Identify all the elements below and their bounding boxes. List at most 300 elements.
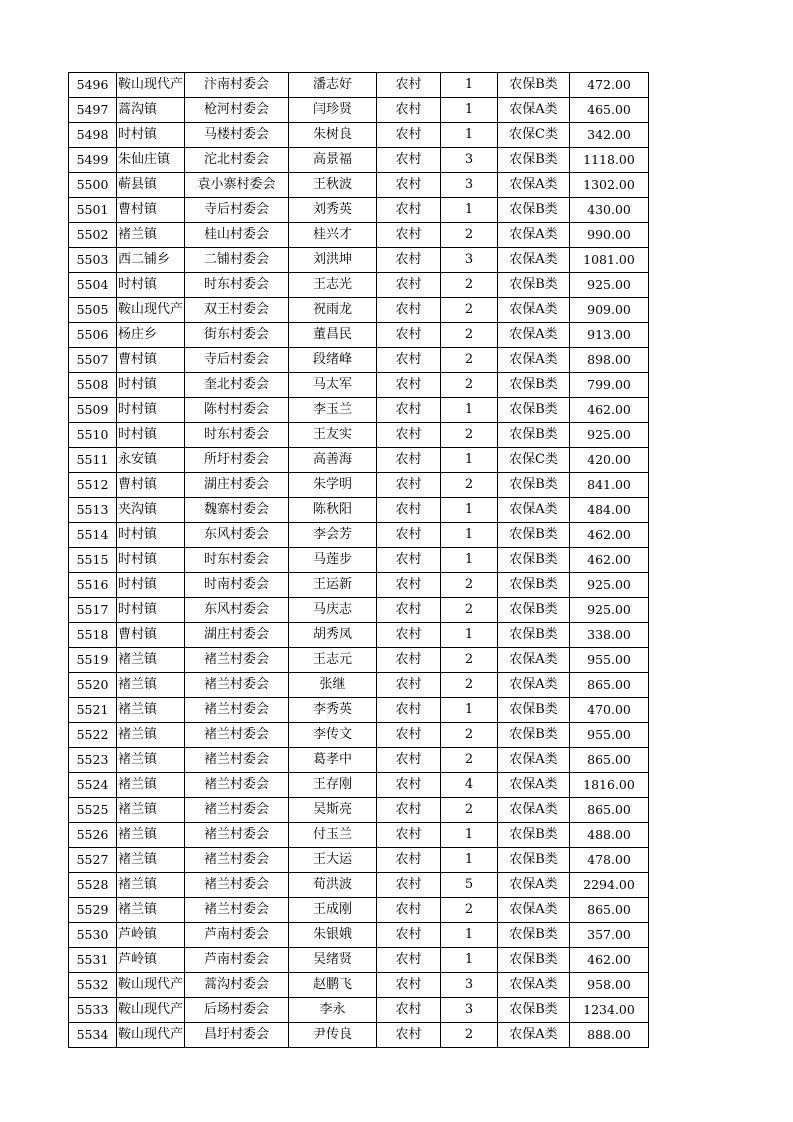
count-cell: 3 — [441, 973, 498, 998]
amount-cell: 888.00 — [570, 1023, 649, 1048]
town-cell: 鞍山现代产 — [117, 73, 185, 98]
area-cell: 农村 — [377, 323, 441, 348]
category-cell: 农保B类 — [498, 998, 570, 1023]
name-cell: 胡秀凤 — [289, 623, 377, 648]
count-cell: 2 — [441, 298, 498, 323]
town-cell: 鞍山现代产 — [117, 1023, 185, 1048]
amount-cell: 1118.00 — [570, 148, 649, 173]
town-cell: 褚兰镇 — [117, 748, 185, 773]
table-row — [69, 223, 649, 248]
category-cell: 农保B类 — [498, 398, 570, 423]
count-cell: 1 — [441, 523, 498, 548]
name-cell: 李传文 — [289, 723, 377, 748]
area-cell: 农村 — [377, 498, 441, 523]
name-cell: 朱树良 — [289, 123, 377, 148]
name-cell: 李会芳 — [289, 523, 377, 548]
row-number: 5530 — [69, 923, 117, 948]
table-row — [69, 948, 649, 973]
category-cell: 农保A类 — [498, 898, 570, 923]
name-cell: 王志元 — [289, 648, 377, 673]
town-cell: 褚兰镇 — [117, 823, 185, 848]
category-cell: 农保A类 — [498, 648, 570, 673]
town-cell: 褚兰镇 — [117, 223, 185, 248]
table-row — [69, 523, 649, 548]
category-cell: 农保B类 — [498, 623, 570, 648]
row-number: 5518 — [69, 623, 117, 648]
name-cell: 朱银娥 — [289, 923, 377, 948]
name-cell: 李秀英 — [289, 698, 377, 723]
category-cell: 农保B类 — [498, 573, 570, 598]
village-cell: 所圩村委会 — [185, 448, 289, 473]
name-cell: 王大运 — [289, 848, 377, 873]
amount-cell: 799.00 — [570, 373, 649, 398]
table-row — [69, 898, 649, 923]
amount-cell: 909.00 — [570, 298, 649, 323]
row-number: 5516 — [69, 573, 117, 598]
table-row — [69, 348, 649, 373]
village-cell: 寺后村委会 — [185, 348, 289, 373]
row-number: 5501 — [69, 198, 117, 223]
table-row — [69, 1023, 649, 1048]
table-row — [69, 723, 649, 748]
name-cell: 高善海 — [289, 448, 377, 473]
count-cell: 2 — [441, 373, 498, 398]
village-cell: 蒿沟村委会 — [185, 973, 289, 998]
amount-cell: 925.00 — [570, 273, 649, 298]
table-row — [69, 923, 649, 948]
amount-cell: 1081.00 — [570, 248, 649, 273]
count-cell: 2 — [441, 648, 498, 673]
table-row — [69, 798, 649, 823]
village-cell: 街东村委会 — [185, 323, 289, 348]
area-cell: 农村 — [377, 723, 441, 748]
amount-cell: 1816.00 — [570, 773, 649, 798]
row-number: 5529 — [69, 898, 117, 923]
category-cell: 农保B类 — [498, 548, 570, 573]
table-row — [69, 198, 649, 223]
table-row — [69, 773, 649, 798]
amount-cell: 465.00 — [570, 98, 649, 123]
row-number: 5509 — [69, 398, 117, 423]
amount-cell: 470.00 — [570, 698, 649, 723]
town-cell: 朱仙庄镇 — [117, 148, 185, 173]
table-row — [69, 448, 649, 473]
village-cell: 褚兰村委会 — [185, 873, 289, 898]
count-cell: 1 — [441, 948, 498, 973]
table-row — [69, 273, 649, 298]
name-cell: 刘秀英 — [289, 198, 377, 223]
village-cell: 二铺村委会 — [185, 248, 289, 273]
category-cell: 农保A类 — [498, 973, 570, 998]
area-cell: 农村 — [377, 873, 441, 898]
count-cell: 1 — [441, 73, 498, 98]
town-cell: 时村镇 — [117, 548, 185, 573]
category-cell: 农保A类 — [498, 298, 570, 323]
table-row — [69, 148, 649, 173]
row-number: 5534 — [69, 1023, 117, 1048]
amount-cell: 420.00 — [570, 448, 649, 473]
table-row — [69, 973, 649, 998]
row-number: 5532 — [69, 973, 117, 998]
category-cell: 农保B类 — [498, 598, 570, 623]
area-cell: 农村 — [377, 423, 441, 448]
town-cell: 时村镇 — [117, 573, 185, 598]
area-cell: 农村 — [377, 73, 441, 98]
amount-cell: 955.00 — [570, 648, 649, 673]
row-number: 5524 — [69, 773, 117, 798]
name-cell: 高景福 — [289, 148, 377, 173]
name-cell: 王成刚 — [289, 898, 377, 923]
count-cell: 2 — [441, 598, 498, 623]
amount-cell: 342.00 — [570, 123, 649, 148]
category-cell: 农保B类 — [498, 73, 570, 98]
category-cell: 农保C类 — [498, 123, 570, 148]
name-cell: 王运新 — [289, 573, 377, 598]
row-number: 5510 — [69, 423, 117, 448]
amount-cell: 357.00 — [570, 923, 649, 948]
village-cell: 褚兰村委会 — [185, 848, 289, 873]
count-cell: 2 — [441, 673, 498, 698]
category-cell: 农保B类 — [498, 198, 570, 223]
town-cell: 时村镇 — [117, 523, 185, 548]
area-cell: 农村 — [377, 148, 441, 173]
count-cell: 1 — [441, 198, 498, 223]
area-cell: 农村 — [377, 198, 441, 223]
name-cell: 吴绪贤 — [289, 948, 377, 973]
category-cell: 农保B类 — [498, 148, 570, 173]
area-cell: 农村 — [377, 598, 441, 623]
table-body — [69, 73, 649, 1048]
town-cell: 杨庄乡 — [117, 323, 185, 348]
name-cell: 段绪峰 — [289, 348, 377, 373]
category-cell: 农保B类 — [498, 423, 570, 448]
area-cell: 农村 — [377, 573, 441, 598]
amount-cell: 955.00 — [570, 723, 649, 748]
town-cell: 褚兰镇 — [117, 798, 185, 823]
amount-cell: 841.00 — [570, 473, 649, 498]
data-table — [68, 72, 649, 1048]
town-cell: 曹村镇 — [117, 473, 185, 498]
table-row — [69, 998, 649, 1023]
count-cell: 2 — [441, 723, 498, 748]
name-cell: 荀洪波 — [289, 873, 377, 898]
count-cell: 2 — [441, 473, 498, 498]
table-row — [69, 123, 649, 148]
count-cell: 2 — [441, 798, 498, 823]
count-cell: 1 — [441, 498, 498, 523]
amount-cell: 2294.00 — [570, 873, 649, 898]
amount-cell: 925.00 — [570, 423, 649, 448]
row-number: 5519 — [69, 648, 117, 673]
name-cell: 桂兴才 — [289, 223, 377, 248]
village-cell: 褚兰村委会 — [185, 823, 289, 848]
town-cell: 时村镇 — [117, 373, 185, 398]
amount-cell: 925.00 — [570, 598, 649, 623]
row-number: 5507 — [69, 348, 117, 373]
village-cell: 时东村委会 — [185, 548, 289, 573]
area-cell: 农村 — [377, 548, 441, 573]
village-cell: 汴南村委会 — [185, 73, 289, 98]
village-cell: 芦南村委会 — [185, 923, 289, 948]
table-row — [69, 423, 649, 448]
category-cell: 农保B类 — [498, 823, 570, 848]
village-cell: 褚兰村委会 — [185, 898, 289, 923]
row-number: 5515 — [69, 548, 117, 573]
table-row — [69, 873, 649, 898]
name-cell: 吴斯亮 — [289, 798, 377, 823]
table-row — [69, 498, 649, 523]
row-number: 5512 — [69, 473, 117, 498]
name-cell: 马庆志 — [289, 598, 377, 623]
town-cell: 褚兰镇 — [117, 698, 185, 723]
area-cell: 农村 — [377, 223, 441, 248]
amount-cell: 472.00 — [570, 73, 649, 98]
name-cell: 王秋波 — [289, 173, 377, 198]
row-number: 5533 — [69, 998, 117, 1023]
table-row — [69, 173, 649, 198]
town-cell: 鞍山现代产 — [117, 973, 185, 998]
village-cell: 枪河村委会 — [185, 98, 289, 123]
count-cell: 2 — [441, 348, 498, 373]
town-cell: 时村镇 — [117, 423, 185, 448]
category-cell: 农保A类 — [498, 673, 570, 698]
village-cell: 褚兰村委会 — [185, 698, 289, 723]
village-cell: 桂山村委会 — [185, 223, 289, 248]
count-cell: 3 — [441, 173, 498, 198]
area-cell: 农村 — [377, 373, 441, 398]
name-cell: 马莲步 — [289, 548, 377, 573]
village-cell: 昌圩村委会 — [185, 1023, 289, 1048]
count-cell: 1 — [441, 448, 498, 473]
category-cell: 农保A类 — [498, 773, 570, 798]
category-cell: 农保B类 — [498, 473, 570, 498]
count-cell: 1 — [441, 123, 498, 148]
area-cell: 农村 — [377, 348, 441, 373]
row-number: 5520 — [69, 673, 117, 698]
count-cell: 2 — [441, 898, 498, 923]
name-cell: 李玉兰 — [289, 398, 377, 423]
area-cell: 农村 — [377, 273, 441, 298]
town-cell: 夹沟镇 — [117, 498, 185, 523]
category-cell: 农保B类 — [498, 723, 570, 748]
village-cell: 东风村委会 — [185, 598, 289, 623]
town-cell: 鞍山现代产 — [117, 998, 185, 1023]
amount-cell: 865.00 — [570, 898, 649, 923]
amount-cell: 925.00 — [570, 573, 649, 598]
village-cell: 褚兰村委会 — [185, 798, 289, 823]
area-cell: 农村 — [377, 973, 441, 998]
count-cell: 2 — [441, 1023, 498, 1048]
village-cell: 湖庄村委会 — [185, 623, 289, 648]
count-cell: 1 — [441, 623, 498, 648]
area-cell: 农村 — [377, 248, 441, 273]
count-cell: 3 — [441, 998, 498, 1023]
table-row — [69, 398, 649, 423]
name-cell: 付玉兰 — [289, 823, 377, 848]
row-number: 5500 — [69, 173, 117, 198]
amount-cell: 462.00 — [570, 548, 649, 573]
row-number: 5521 — [69, 698, 117, 723]
town-cell: 鞍山现代产 — [117, 298, 185, 323]
village-cell: 寺后村委会 — [185, 198, 289, 223]
count-cell: 4 — [441, 773, 498, 798]
amount-cell: 462.00 — [570, 398, 649, 423]
table-row — [69, 673, 649, 698]
amount-cell: 484.00 — [570, 498, 649, 523]
count-cell: 1 — [441, 698, 498, 723]
row-number: 5523 — [69, 748, 117, 773]
row-number: 5517 — [69, 598, 117, 623]
count-cell: 1 — [441, 548, 498, 573]
town-cell: 曹村镇 — [117, 348, 185, 373]
row-number: 5504 — [69, 273, 117, 298]
name-cell: 李永 — [289, 998, 377, 1023]
area-cell: 农村 — [377, 298, 441, 323]
area-cell: 农村 — [377, 398, 441, 423]
count-cell: 2 — [441, 423, 498, 448]
town-cell: 时村镇 — [117, 598, 185, 623]
count-cell: 2 — [441, 748, 498, 773]
table-row — [69, 823, 649, 848]
town-cell: 褚兰镇 — [117, 898, 185, 923]
name-cell: 祝雨龙 — [289, 298, 377, 323]
category-cell: 农保B类 — [498, 698, 570, 723]
table-row — [69, 573, 649, 598]
village-cell: 东风村委会 — [185, 523, 289, 548]
village-cell: 褚兰村委会 — [185, 773, 289, 798]
category-cell: 农保A类 — [498, 223, 570, 248]
amount-cell: 478.00 — [570, 848, 649, 873]
table-row — [69, 323, 649, 348]
village-cell: 芦南村委会 — [185, 948, 289, 973]
village-cell: 时南村委会 — [185, 573, 289, 598]
category-cell: 农保A类 — [498, 748, 570, 773]
category-cell: 农保A类 — [498, 98, 570, 123]
row-number: 5525 — [69, 798, 117, 823]
town-cell: 蕲县镇 — [117, 173, 185, 198]
amount-cell: 1234.00 — [570, 998, 649, 1023]
amount-cell: 488.00 — [570, 823, 649, 848]
category-cell: 农保A类 — [498, 173, 570, 198]
category-cell: 农保A类 — [498, 873, 570, 898]
count-cell: 5 — [441, 873, 498, 898]
area-cell: 农村 — [377, 798, 441, 823]
row-number: 5528 — [69, 873, 117, 898]
category-cell: 农保B类 — [498, 373, 570, 398]
area-cell: 农村 — [377, 623, 441, 648]
area-cell: 农村 — [377, 448, 441, 473]
town-cell: 芦岭镇 — [117, 923, 185, 948]
row-number: 5498 — [69, 123, 117, 148]
name-cell: 赵鹏飞 — [289, 973, 377, 998]
count-cell: 1 — [441, 823, 498, 848]
count-cell: 2 — [441, 223, 498, 248]
area-cell: 农村 — [377, 123, 441, 148]
village-cell: 褚兰村委会 — [185, 673, 289, 698]
area-cell: 农村 — [377, 523, 441, 548]
village-cell: 褚兰村委会 — [185, 648, 289, 673]
count-cell: 3 — [441, 248, 498, 273]
table-row — [69, 298, 649, 323]
town-cell: 芦岭镇 — [117, 948, 185, 973]
category-cell: 农保A类 — [498, 348, 570, 373]
amount-cell: 1302.00 — [570, 173, 649, 198]
amount-cell: 338.00 — [570, 623, 649, 648]
village-cell: 魏寨村委会 — [185, 498, 289, 523]
name-cell: 王存刚 — [289, 773, 377, 798]
amount-cell: 913.00 — [570, 323, 649, 348]
village-cell: 褚兰村委会 — [185, 723, 289, 748]
table-row — [69, 598, 649, 623]
town-cell: 西二铺乡 — [117, 248, 185, 273]
amount-cell: 462.00 — [570, 523, 649, 548]
row-number: 5513 — [69, 498, 117, 523]
town-cell: 曹村镇 — [117, 623, 185, 648]
count-cell: 1 — [441, 848, 498, 873]
village-cell: 褚兰村委会 — [185, 748, 289, 773]
name-cell: 王志光 — [289, 273, 377, 298]
table-row — [69, 698, 649, 723]
table-row — [69, 748, 649, 773]
village-cell: 马楼村委会 — [185, 123, 289, 148]
table-row — [69, 548, 649, 573]
table-row — [69, 73, 649, 98]
area-cell: 农村 — [377, 173, 441, 198]
town-cell: 褚兰镇 — [117, 723, 185, 748]
name-cell: 王友实 — [289, 423, 377, 448]
row-number: 5503 — [69, 248, 117, 273]
town-cell: 褚兰镇 — [117, 873, 185, 898]
category-cell: 农保A类 — [498, 248, 570, 273]
count-cell: 2 — [441, 573, 498, 598]
category-cell: 农保B类 — [498, 923, 570, 948]
name-cell: 闫珍贤 — [289, 98, 377, 123]
table-row — [69, 648, 649, 673]
count-cell: 1 — [441, 98, 498, 123]
village-cell: 沱北村委会 — [185, 148, 289, 173]
area-cell: 农村 — [377, 898, 441, 923]
name-cell: 朱学明 — [289, 473, 377, 498]
area-cell: 农村 — [377, 98, 441, 123]
area-cell: 农村 — [377, 998, 441, 1023]
category-cell: 农保B类 — [498, 948, 570, 973]
area-cell: 农村 — [377, 848, 441, 873]
amount-cell: 958.00 — [570, 973, 649, 998]
table-row — [69, 623, 649, 648]
count-cell: 1 — [441, 398, 498, 423]
amount-cell: 430.00 — [570, 198, 649, 223]
amount-cell: 898.00 — [570, 348, 649, 373]
town-cell: 时村镇 — [117, 398, 185, 423]
count-cell: 1 — [441, 923, 498, 948]
village-cell: 袁小寨村委会 — [185, 173, 289, 198]
name-cell: 刘洪坤 — [289, 248, 377, 273]
row-number: 5496 — [69, 73, 117, 98]
category-cell: 农保A类 — [498, 1023, 570, 1048]
count-cell: 3 — [441, 148, 498, 173]
row-number: 5522 — [69, 723, 117, 748]
town-cell: 时村镇 — [117, 273, 185, 298]
category-cell: 农保A类 — [498, 798, 570, 823]
area-cell: 农村 — [377, 948, 441, 973]
name-cell: 陈秋阳 — [289, 498, 377, 523]
row-number: 5511 — [69, 448, 117, 473]
amount-cell: 462.00 — [570, 948, 649, 973]
name-cell: 董昌民 — [289, 323, 377, 348]
village-cell: 湖庄村委会 — [185, 473, 289, 498]
category-cell: 农保B类 — [498, 273, 570, 298]
name-cell: 葛孝中 — [289, 748, 377, 773]
